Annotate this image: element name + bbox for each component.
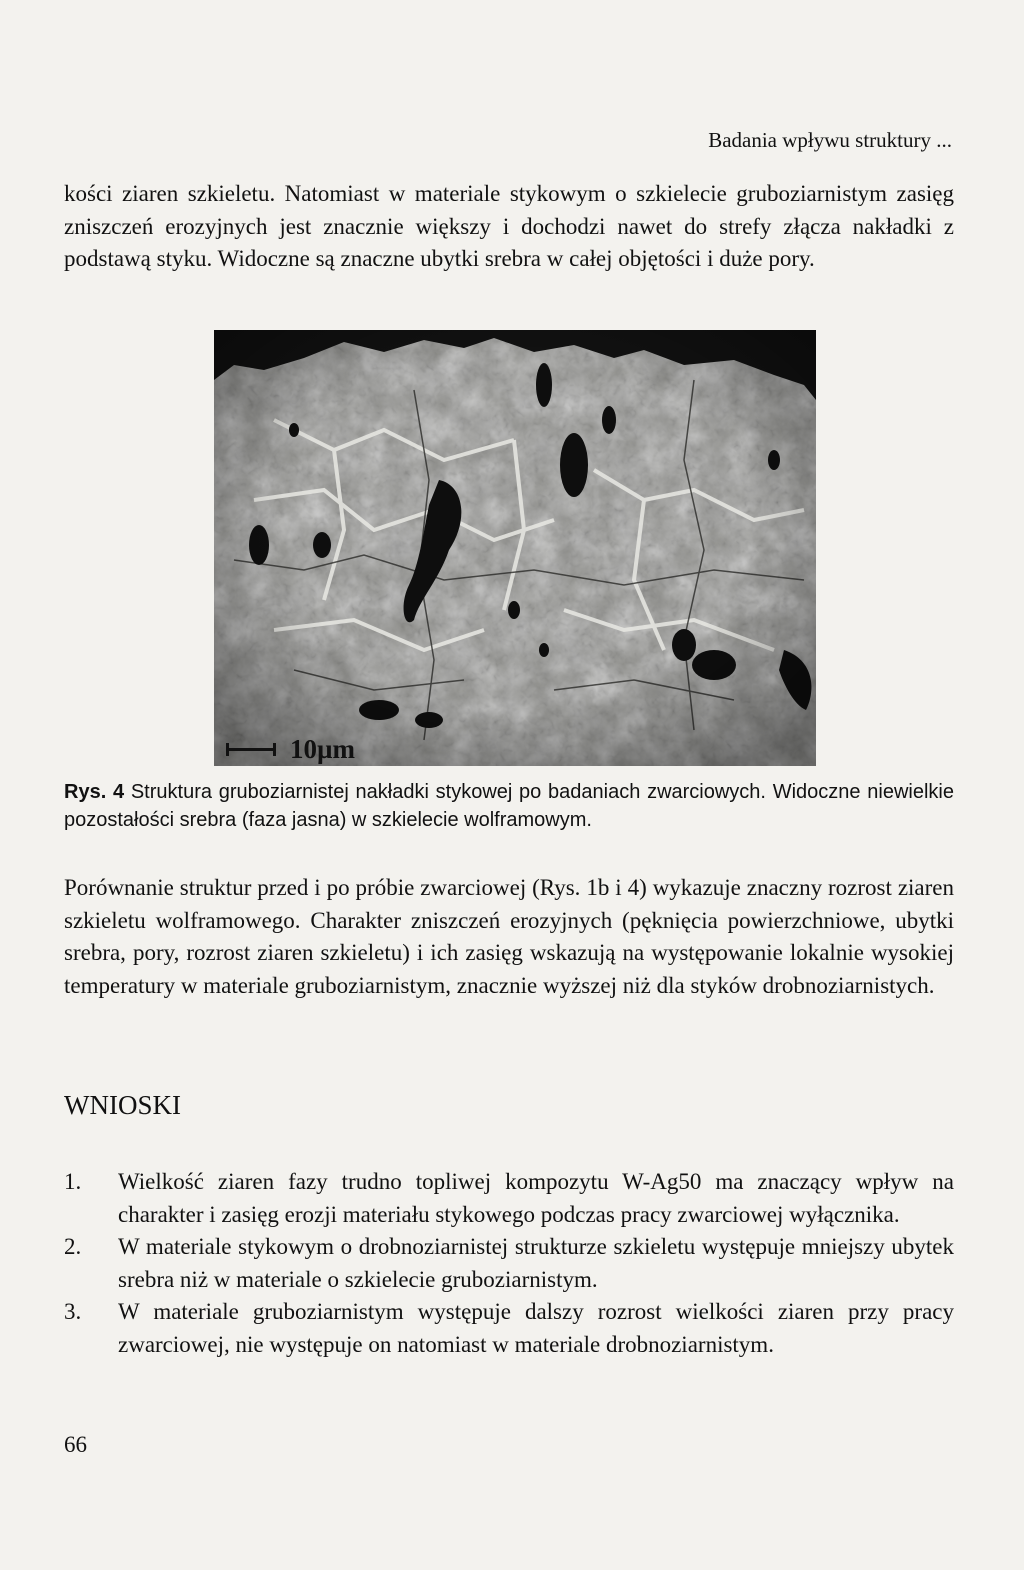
running-head: Badania wpływu struktury ... [708, 128, 952, 152]
list-item-number: 2. [64, 1234, 82, 1259]
list-item-text: Wielkość ziaren fazy trudno topliwej kompozytu W-Ag50 ma znaczący wpływ na charakter i zasięg erozji materiału stykowego podczas pracy zwarciowej wyłącznika. [118, 1169, 954, 1227]
list-item [64, 1166, 954, 1231]
caption-text: Struktura gruboziarnistej nakładki stykowej po badaniach zwarciowych. Widoczne niewielkie pozostałości srebra (faza jasna) w szkielecie wolframowym. [64, 781, 954, 831]
list-item-text: W materiale gruboziarnistym występuje dalszy rozrost wielkości ziaren przy pracy zwarciowej, nie występuje on natomiast w materiale drobnoziarnistym. [118, 1299, 954, 1357]
scale-bar-label: 10µm [290, 734, 356, 764]
scale-bar [226, 734, 355, 765]
list-item-number: 1. [64, 1169, 82, 1194]
list-item [64, 1231, 954, 1296]
page-number: 66 [64, 1432, 87, 1457]
scale-bar-line [226, 748, 276, 751]
list-item [64, 1296, 954, 1361]
figure-caption [64, 778, 954, 834]
caption-label: Rys. 4 [64, 781, 125, 803]
section-title: WNIOSKI [64, 1090, 181, 1120]
conclusions-list [64, 1166, 954, 1361]
paragraph-comparison: Porównanie struktur przed i po próbie zwarciowej (Rys. 1b i 4) wykazuje znaczny rozrost ziaren szkieletu wolframowego. Charakter zniszczeń erozyjnych (pęknięcia powierzchniowe, ubytki srebra, pory, rozrost ziaren szkieletu) i ich zasięg wskazują na występowanie lokalnie wysokiej temperatury w materiale gruboziarnistym, znacznie wyższej niż dla styków drobnoziarnistych. [64, 875, 954, 998]
list-item-number: 3. [64, 1299, 82, 1324]
paragraph-intro: kości ziaren szkieletu. Natomiast w materiale stykowym o szkielecie gruboziarnistym zasięg zniszczeń erozyjnych jest znacznie większy i dochodzi nawet do strefy złącza nakładki z podstawą styku. Widoczne są znaczne ubytki srebra w całej objętości i duże pory. [64, 181, 954, 271]
list-item-text: W materiale stykowym o drobnoziarnistej strukturze szkieletu występuje mniejszy ubytek srebra niż w materiale o szkielecie gruboziarnistym. [118, 1234, 954, 1292]
micrograph-image [214, 330, 816, 766]
micrograph-figure [214, 330, 816, 766]
